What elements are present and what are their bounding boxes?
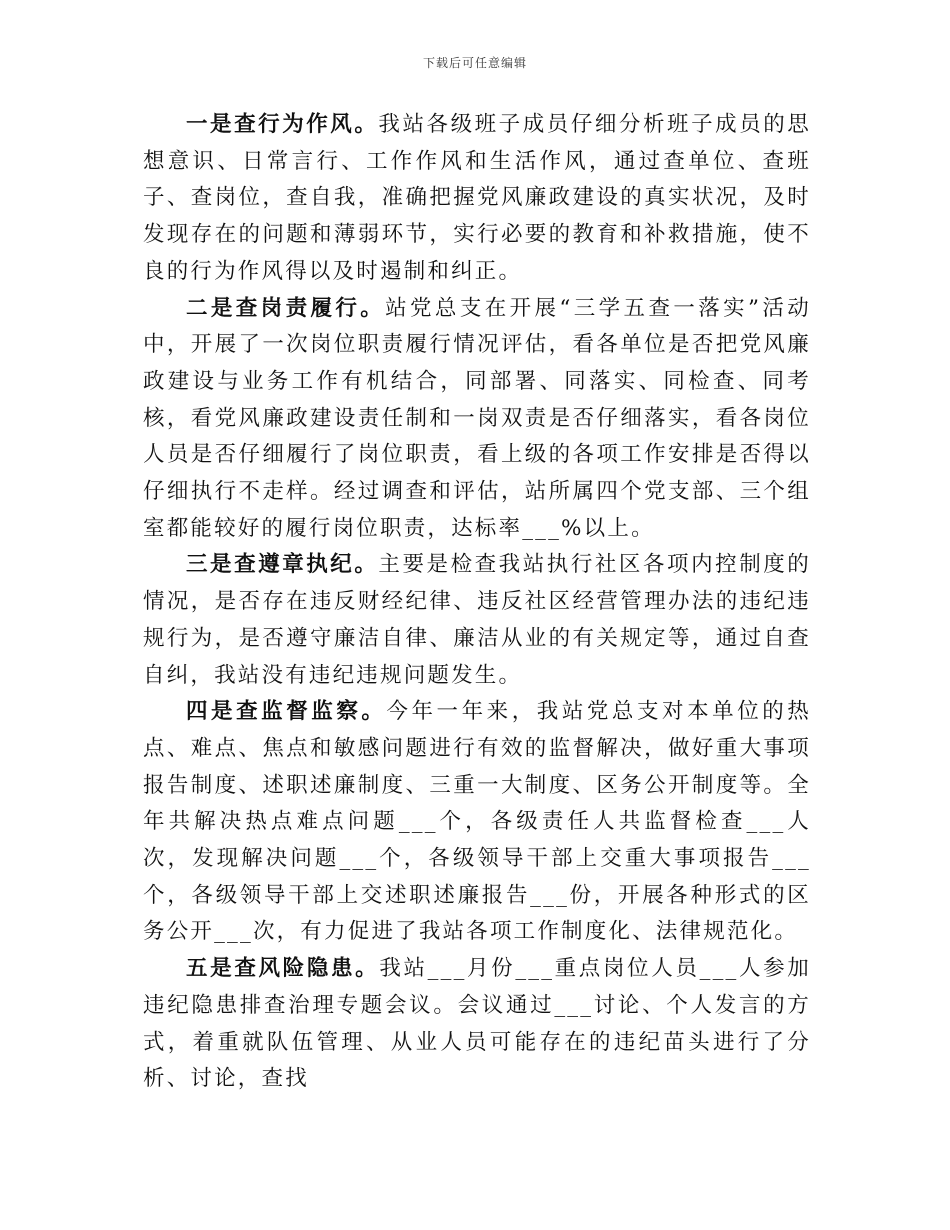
paragraph-lead: 二是查岗责履行。 [186, 295, 386, 321]
paragraph-text: 今年一年来，我站党总支对本单位的热点、难点、焦点和敏感问题进行有效的监督解决，做好重大事项报告制度、述职述廉制度、三重一大制度、区务公开制度等。全年共解决热点难点问题___个，各级责任人共监督检查___人次，发现解决问题___个，各级领导干部上交重大事项报告___个，各级领导干部上交述职述廉报告___份，开展各种形式的区务公开___次，有力促进了我站各项工作制度化、法律规范化。 [143, 699, 811, 945]
paragraph-text: 站党总支在开展“三学五查一落实”活动中，开展了一次岗位职责履行情况评估，看各单位是否把党风廉政建设与业务工作有机结合，同部署、同落实、同检查、同考核，看党风廉政建设责任制和一岗双责是否仔细落实，看各岗位人员是否仔细履行了岗位职责，看上级的各项工作安排是否得以仔细执行不走样。经过调查和评估，站所属四个党支部、三个组室都能较好的履行岗位职责，达标率___%以上。 [143, 295, 811, 541]
paragraph-risk [143, 951, 811, 1098]
paragraph-text: 主要是检查我站执行社区各项内控制度的情况，是否存在违反财经纪律、违反社区经营管理办法的违纪违规行为，是否遵守廉洁自律、廉洁从业的有关规定等，通过自查自纠，我站没有违纪违规问题发生。 [143, 552, 811, 688]
paragraph-lead: 五是查风险隐患。 [186, 956, 380, 982]
paragraph-lead: 四是查监督监察。 [186, 699, 387, 725]
paragraph-duties [143, 291, 811, 548]
paragraph-discipline [143, 547, 811, 694]
page-header: 下载后可任意编辑 [422, 56, 527, 70]
paragraph-text: 我站各级班子成员仔细分析班子成员的思想意识、日常言行、工作作风和生活作风，通过查单位、查班子、查岗位，查自我，准确把握党风廉政建设的真实状况，及时发现存在的问题和薄弱环节，实行必要的教育和补救措施，使不良的行为作风得以及时遏制和纠正。 [143, 112, 811, 284]
paragraph-lead: 三是查遵章执纪。 [186, 552, 379, 578]
paragraph-conduct [143, 107, 811, 291]
paragraph-text: 我站___月份___重点岗位人员___人参加违纪隐患排查治理专题会议。会议通过___讨论、个人发言的方式，着重就队伍管理、从业人员可能存在的违纪苗头进行了分析、讨论，查找 [143, 956, 811, 1092]
document-body [143, 107, 811, 1098]
paragraph-supervision [143, 694, 811, 951]
paragraph-lead: 一是查行为作风。 [186, 112, 379, 137]
